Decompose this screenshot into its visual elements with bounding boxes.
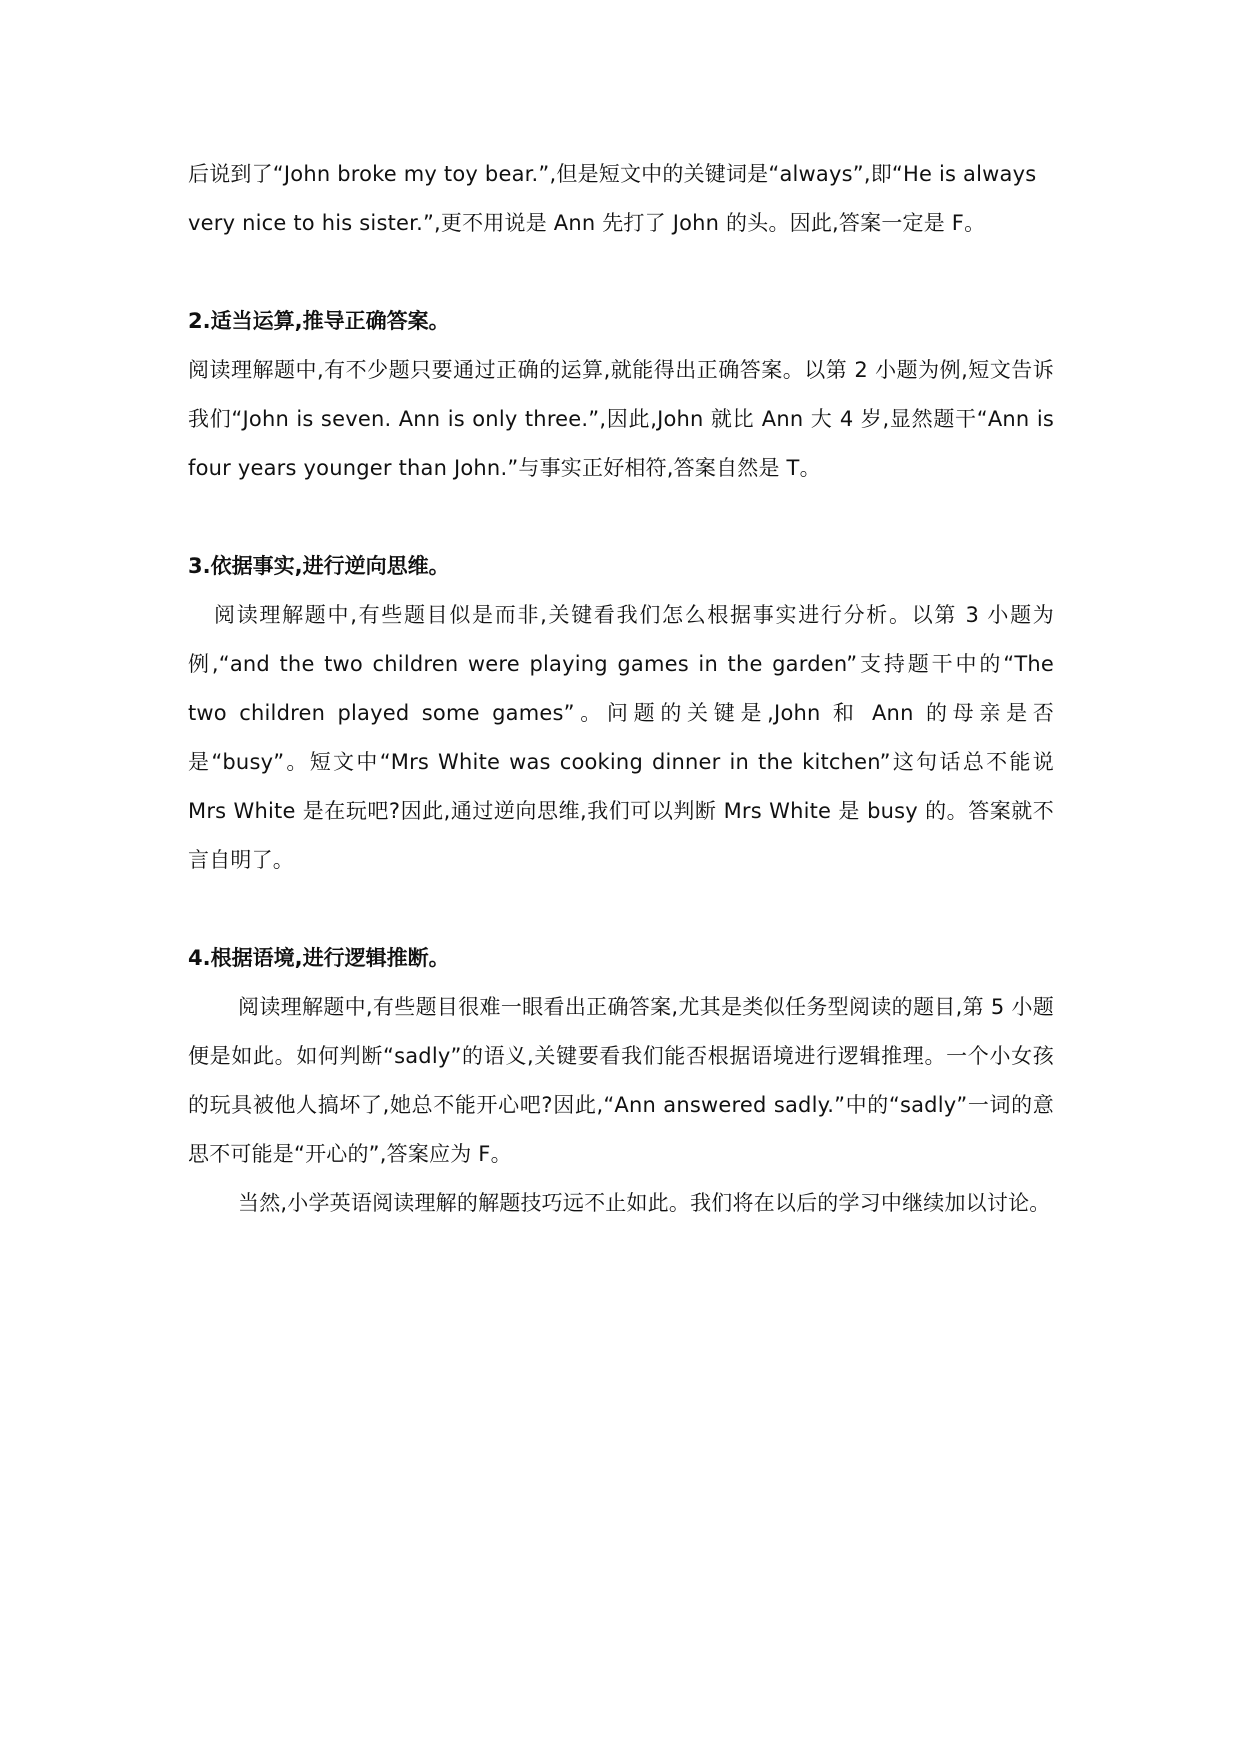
intro-line-2: very nice to his sister.”,更不用说是 Ann 先打了 John 的头。因此,答案一定是 F。	[188, 211, 986, 235]
section-2-heading: 2.适当运算,推导正确答案。	[188, 309, 450, 333]
section-4-body: 阅读理解题中,有些题目很难一眼看出正确答案,尤其是类似任务型阅读的题目,第 5 小题便是如此。如何判断“sadly”的语义,关键要看我们能否根据语境进行逻辑推理。一个小女孩的玩具被他人搞坏了,她总不能开心吧?因此,“Ann answered sadly.”中的“sadly”一词的意思不可能是“开心的”,答案应为 F。	[188, 995, 1054, 1166]
section-4-heading: 4.根据语境,进行逻辑推断。	[188, 946, 450, 970]
section-2-body: 阅读理解题中,有不少题只要通过正确的运算,就能得出正确答案。以第 2 小题为例,短文告诉我们“John is seven. Ann is only three.”,因此,John 就比 Ann 大 4 岁,显然题干“Ann is four years younger than John.”与事实正好相符,答案自然是 T。	[188, 358, 1054, 480]
intro-line-1: 后说到了“John broke my toy bear.”,但是短文中的关键词是“always”,即“He is always	[188, 162, 1037, 186]
spacer	[188, 885, 1054, 934]
document-page	[188, 150, 1054, 1228]
spacer	[188, 493, 1054, 542]
section-3-body: 阅读理解题中,有些题目似是而非,关键看我们怎么根据事实进行分析。以第 3 小题为例,“and the two children were playing games in the garden”支持题干中的“The two children played some games”。问题的关键是,John 和 Ann 的母亲是否是“busy”。短文中“Mrs White was cooking dinner in the kitchen”这句话总不能说 Mrs White 是在玩吧?因此,通过逆向思维,我们可以判断 Mrs White 是 busy 的。答案就不言自明了。	[188, 603, 1054, 872]
closing-paragraph: 当然,小学英语阅读理解的解题技巧远不止如此。我们将在以后的学习中继续加以讨论。	[238, 1191, 1051, 1215]
spacer	[188, 248, 1054, 297]
section-3-heading: 3.依据事实,进行逆向思维。	[188, 554, 450, 578]
